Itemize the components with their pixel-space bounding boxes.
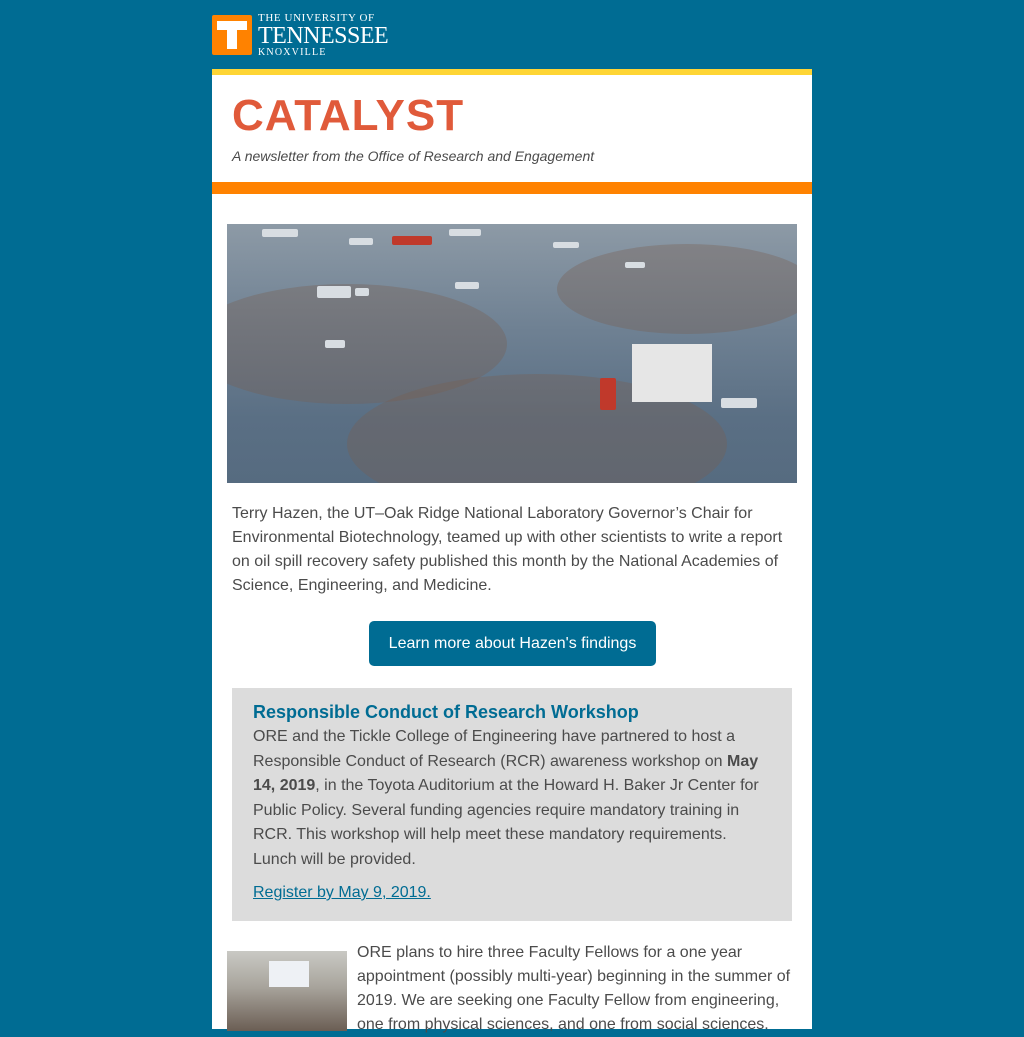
orange-divider: [212, 182, 812, 194]
workshop-description: [253, 725, 768, 872]
logo-line-3: KNOXVILLE: [258, 47, 327, 58]
logo-wordmark: [258, 12, 388, 58]
masthead: [212, 75, 812, 182]
workshop-callout: [232, 688, 792, 921]
workshop-title: Responsible Conduct of Research Workshop: [253, 702, 639, 722]
fellows-paragraph: ORE plans to hire three Faculty Fellows for a one year appointment (possibly multi-year) beginning in the summer of 2019. We are seeking one Faculty Fellow from engineering, one from physical sciences, and one from social sciences.: [357, 944, 791, 1033]
workshop-text-after: , in the Toyota Auditorium at the Howard H. Baker Jr Center for Public Policy. Several funding agencies require mandatory training in RCR. This workshop will help meet these mandatory requirements. Lunch will be provided.: [253, 777, 759, 868]
ut-logo[interactable]: [212, 12, 412, 58]
learn-more-button[interactable]: Learn more about Hazen's findings: [369, 621, 656, 666]
logo-line-1: THE UNIVERSITY OF: [258, 12, 375, 24]
oil-spill-photo: [227, 224, 797, 483]
newsletter-card: [212, 69, 812, 1033]
power-t-icon: [212, 15, 252, 55]
intro-paragraph: Terry Hazen, the UT–Oak Ridge National Laboratory Governor’s Chair for Environmental Biotechnology, teamed up with other scientists to write a report on oil spill recovery safety published this month by the National Academies of Science, Engineering, and Medicine.: [232, 505, 783, 594]
logo-line-2: TENNESSEE: [258, 23, 389, 49]
newsletter-tagline: A newsletter from the Office of Research and Engagement: [232, 148, 595, 164]
workshop-date: May 14, 2019: [253, 752, 759, 794]
newsletter-title: CATALYST: [232, 91, 465, 140]
faculty-fellows-photo: [227, 951, 347, 1031]
workshop-text-before: ORE and the Tickle College of Engineering have partnered to host a Responsible Conduct of Research (RCR) awareness workshop on: [253, 728, 736, 770]
register-link[interactable]: Register by May 9, 2019.: [253, 884, 431, 901]
